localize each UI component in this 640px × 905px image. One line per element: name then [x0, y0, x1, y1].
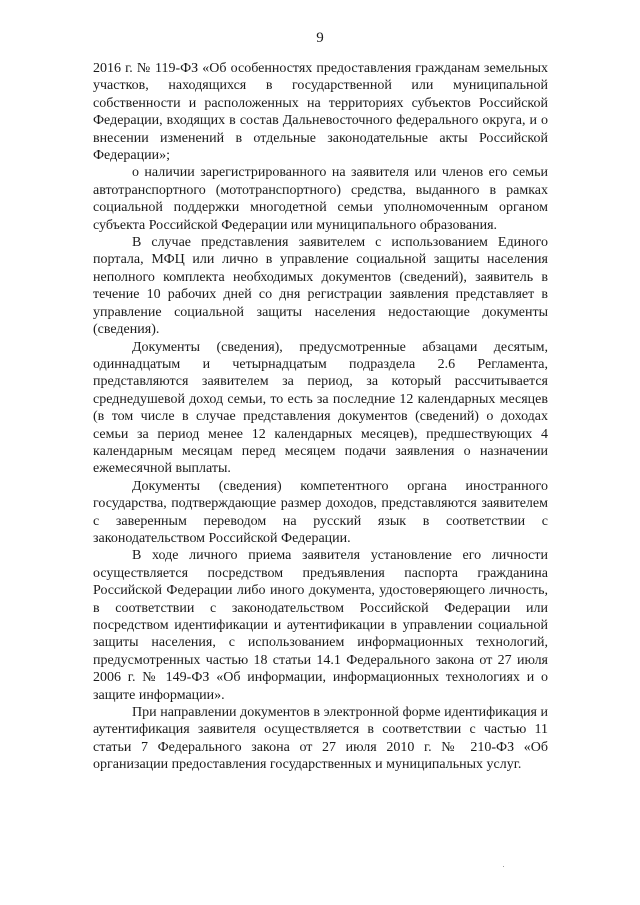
paragraph-incomplete-documents: В случае представления заявителем с использованием Единого портала, МФЦ или лично в управление социальной защиты населения неполного комплекта необходимых документов (сведений), заявитель в течение 10 рабочих дней со дня регистрации заявления представляет в управление социальной защиты населения недостающие документы (сведения). [93, 235, 548, 338]
paragraph-identity-verification: В ходе личного приема заявителя установление его личности осуществляется посредством предъявления паспорта гражданина Российской Федерации либо иного документа, удостоверяющего личность, в соответствии с законодательством Российской Федерации или посредством идентификации и аутентификации в управлении социальной защиты населения, с использованием информационных технологий, предусмотренных частью 18 статьи 14.1 Федерального закона от 27 июля 2006 г. № 149-ФЗ «Об информации, информационных технологиях и о защите информации». [93, 548, 548, 703]
page-number: 9 [316, 30, 324, 46]
paragraph-vehicle: о наличии зарегистрированного на заявителя или членов его семьи автотранспортного (мототранспортного) средства, выданного в рамках социальной поддержки многодетной семьи уполномоченным органом субъекта Российской Федерации или муниципального образования. [93, 165, 548, 233]
paragraph-income-period: Документы (сведения), предусмотренные абзацами десятым, одиннадцатым и четырнадцатым подраздела 2.6 Регламента, представляются заявителем за период, за который рассчитывается среднедушевой доход семьи, то есть за последние 12 календарных месяцев (в том числе в случае представления документов (сведений) о доходах семьи за период менее 12 календарных месяцев), предшествующих 4 календарным месяцам перед месяцем подачи заявления о назначении ежемесячной выплаты. [93, 339, 548, 477]
document-body [93, 60, 548, 774]
paragraph-electronic-identification: При направлении документов в электронной форме идентификация и аутентификация заявителя осуществляется в соответствии с частью 11 статьи 7 Федерального закона от 27 июля 2010 г. № 210-ФЗ «Об организации предоставления государственных и муниципальных услуг. [93, 705, 548, 773]
scan-speck [503, 866, 504, 867]
paragraph-foreign-documents: Документы (сведения) компетентного органа иностранного государства, подтверждающие размер доходов, представляются заявителем с заверенным переводом на русский язык в соответствии с законодательством Российской Федерации. [93, 478, 548, 546]
paragraph-continuation: 2016 г. № 119-ФЗ «Об особенностях предоставления гражданам земельных участков, находящихся в государственной или муниципальной собственности и расположенных на территориях субъектов Российской Федерации, входящих в состав Дальневосточного федерального округа, и о внесении изменений в отдельные законодательные акты Российской Федерации»; [93, 61, 548, 164]
